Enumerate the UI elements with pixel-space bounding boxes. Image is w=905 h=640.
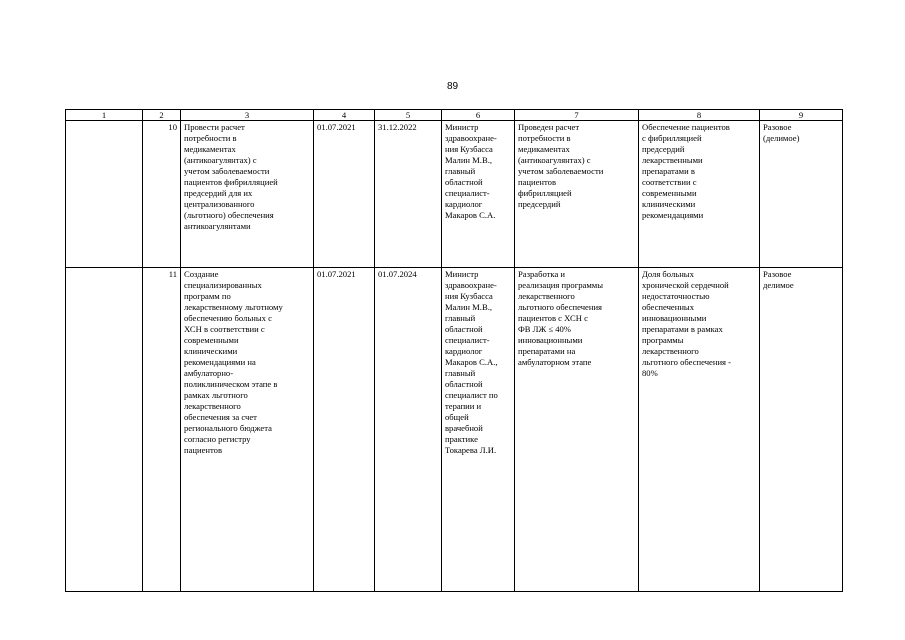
activity-cell: Создание специализированных программ по лекарственному льготному обеспечению больных с ХСН в соответствии с современными клиническими рекомендациями на амбулаторно- поликлиническом этапе в рамках льготного лекарственного обеспечения за счет регионального бюджета согласно регистру пациентов <box>181 268 314 592</box>
indicator-cell: Доля больных хронической сердечной недостаточностью обеспеченных инновационными препаратами в рамках программы лекарственного льготного обеспечения - 80% <box>639 268 760 592</box>
type-cell: Разовое делимое <box>760 268 843 592</box>
table-row <box>66 121 843 268</box>
type-cell: Разовое (делимое) <box>760 121 843 268</box>
header-col-4: 4 <box>314 110 375 121</box>
header-col-9: 9 <box>760 110 843 121</box>
row-col1-cell <box>66 268 143 592</box>
end-date-cell: 01.07.2024 <box>375 268 442 592</box>
start-date-cell: 01.07.2021 <box>314 268 375 592</box>
header-col-5: 5 <box>375 110 442 121</box>
row-col1-cell <box>66 121 143 268</box>
header-col-3: 3 <box>181 110 314 121</box>
row-number: 10 <box>143 121 181 268</box>
result-cell: Разработка и реализация программы лекарственного льготного обеспечения пациентов с ХСН с ФВ ЛЖ ≤ 40% инновационными препаратами на амбулаторном этапе <box>515 268 639 592</box>
start-date-cell: 01.07.2021 <box>314 121 375 268</box>
table-row <box>66 268 843 592</box>
activity-table <box>65 109 843 592</box>
responsible-cell: Министр здравоохране- ния Кузбасса Малин М.В., главный областной специалист- кардиолог Макаров С.А. <box>442 121 515 268</box>
page-number: 89 <box>446 81 459 92</box>
header-col-2: 2 <box>143 110 181 121</box>
activity-cell: Провести расчет потребности в медикаментах (антикоагулянтах) с учетом заболеваемости пациентов фибрилляцией предсердий для их централизованного (льготного) обеспечения антикоагулянтами <box>181 121 314 268</box>
header-col-8: 8 <box>639 110 760 121</box>
header-col-6: 6 <box>442 110 515 121</box>
header-row <box>66 110 843 121</box>
responsible-cell: Министр здравоохране- ния Кузбасса Малин М.В., главный областной специалист- кардиолог Макаров С.А., главный областной специалист по терапии и общей врачебной практике Токарева Л.И. <box>442 268 515 592</box>
result-cell: Проведен расчет потребности в медикаментах (антикоагулянтах) с учетом заболеваемости пациентов фибрилляцией предсердий <box>515 121 639 268</box>
header-col-1: 1 <box>66 110 143 121</box>
header-col-7: 7 <box>515 110 639 121</box>
row-number: 11 <box>143 268 181 592</box>
indicator-cell: Обеспечение пациентов с фибрилляцией предсердий лекарственными препаратами в соответствии с современными клиническими рекомендациями <box>639 121 760 268</box>
end-date-cell: 31.12.2022 <box>375 121 442 268</box>
